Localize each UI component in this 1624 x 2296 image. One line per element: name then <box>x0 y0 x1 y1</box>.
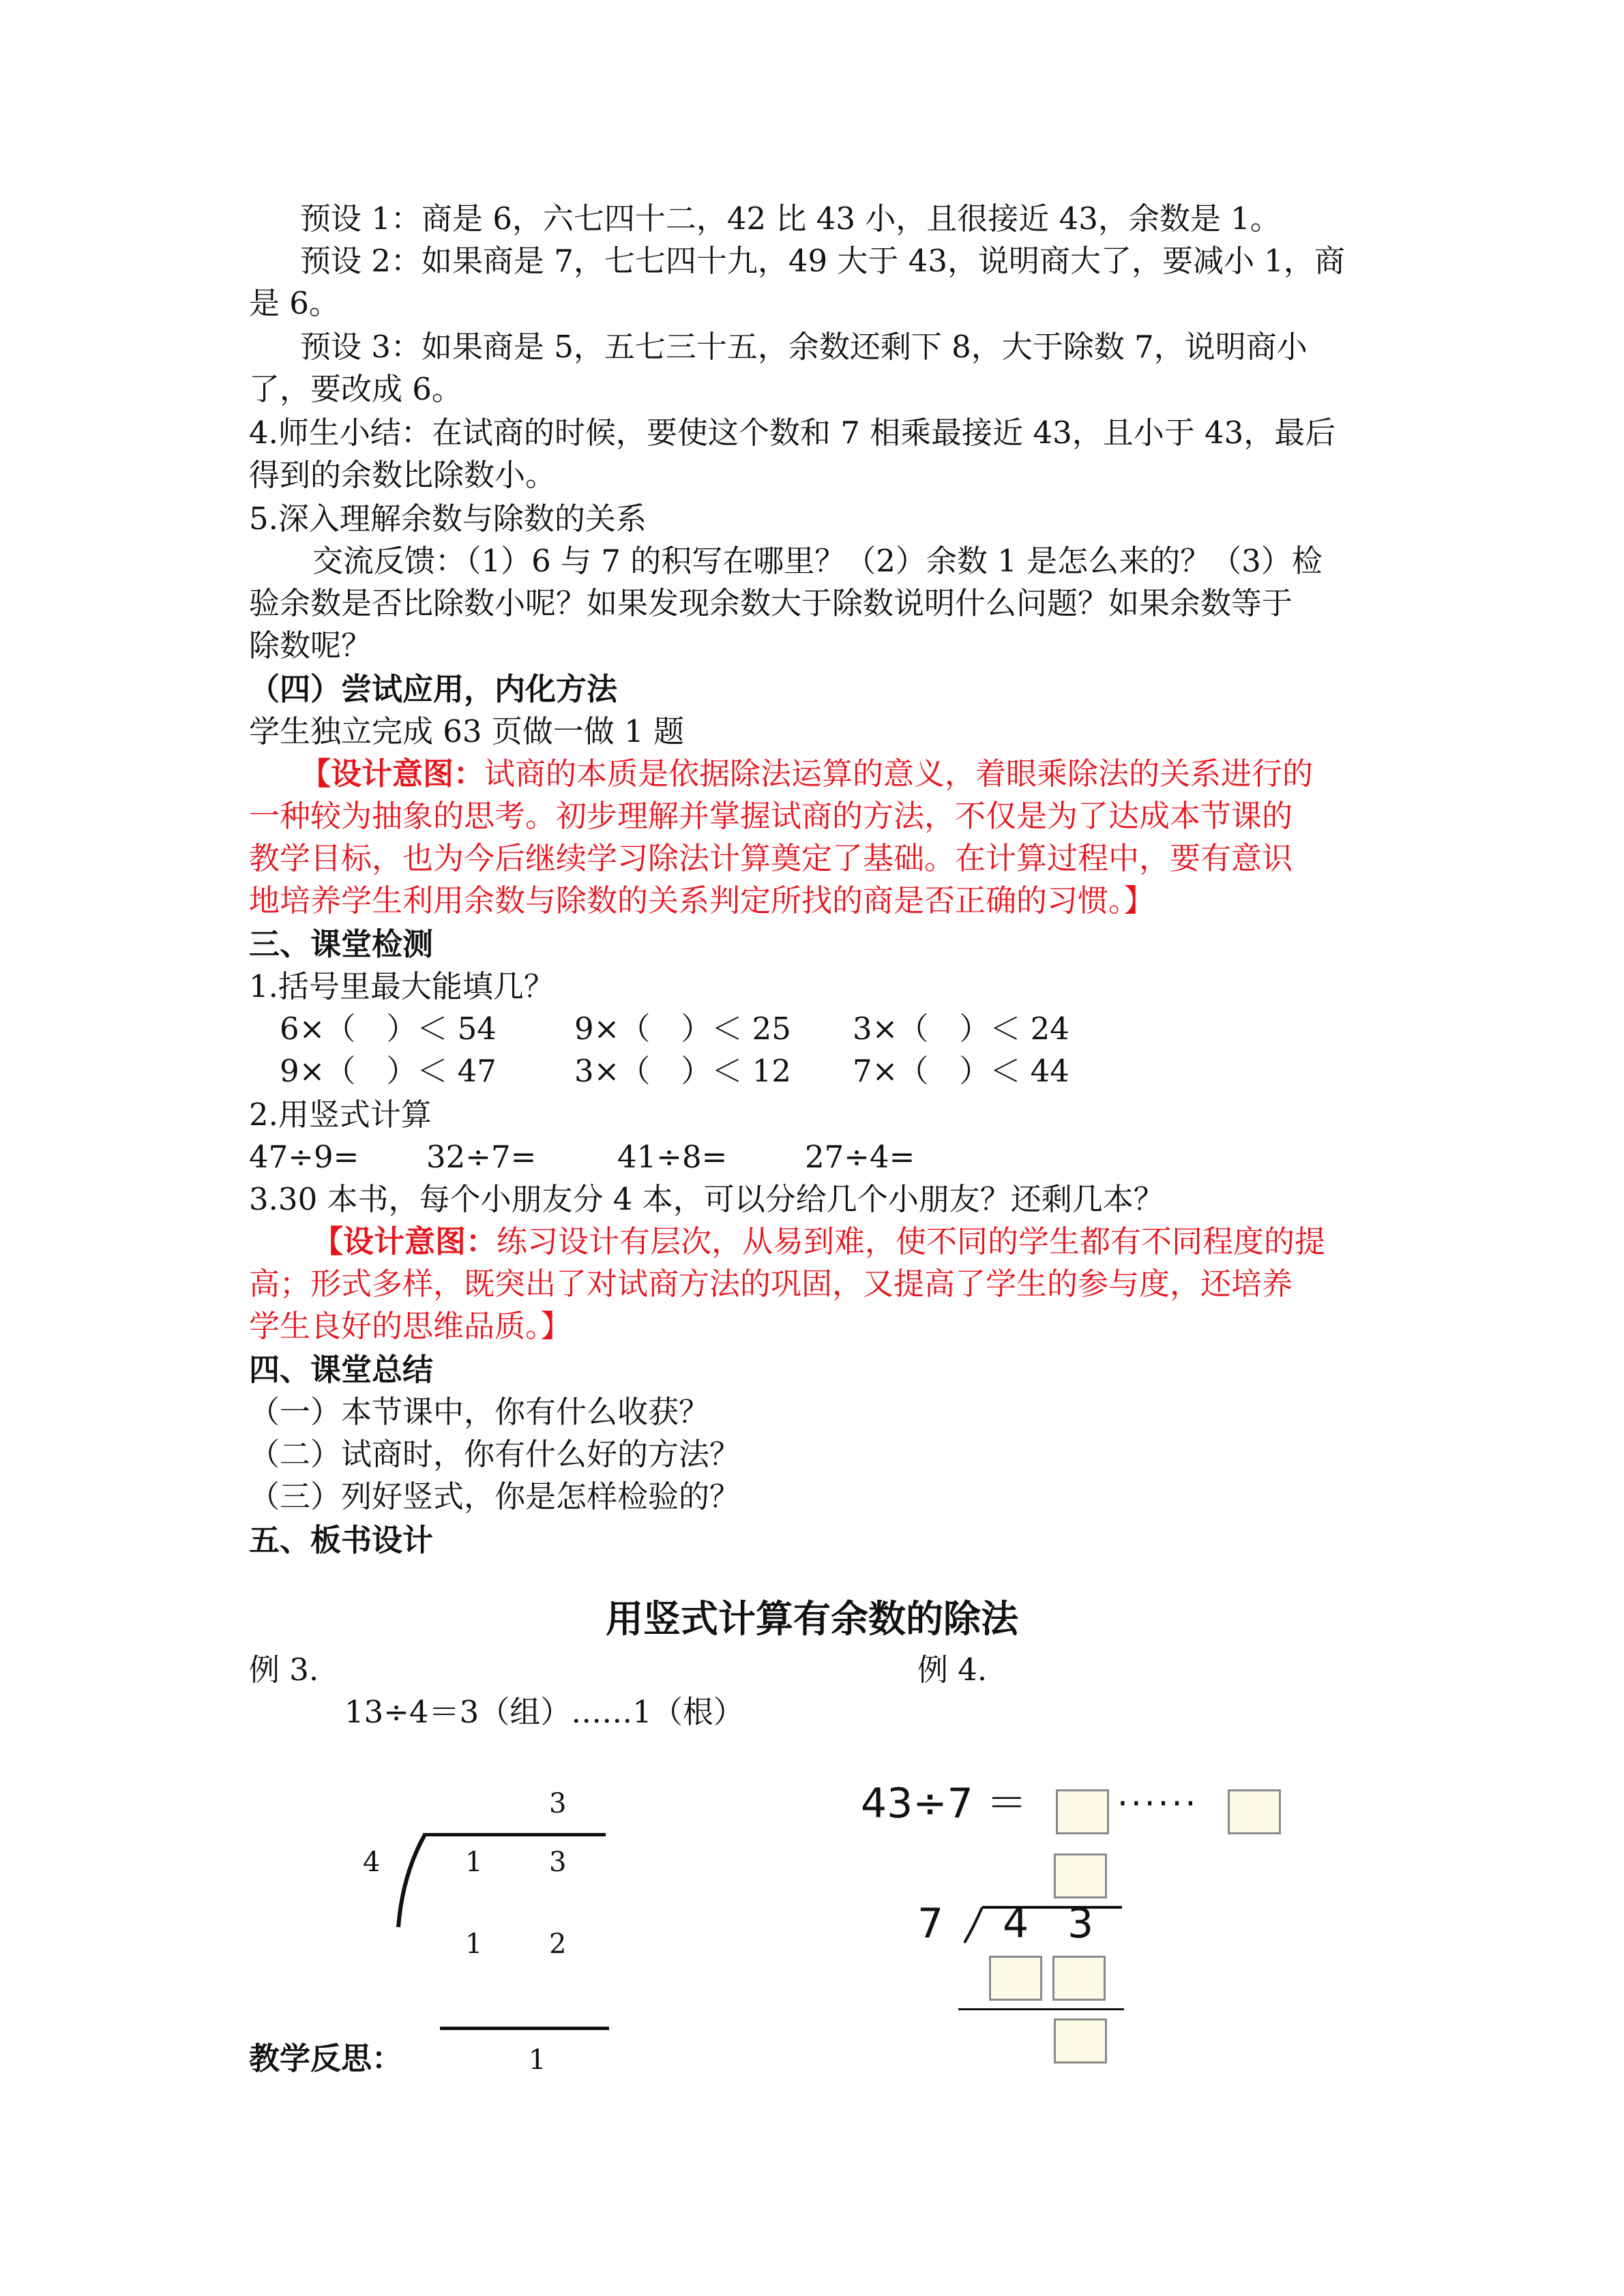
question-2: 2.用竖式计算 <box>249 1097 432 1133</box>
ex4-dividend-tens: 4 <box>1003 1900 1029 1948</box>
calc-4: 27÷4= <box>805 1139 915 1175</box>
example-3-equation: 13÷4＝3（组）……1（根） <box>344 1694 744 1730</box>
ex4-dividend-ones: 3 <box>1067 1900 1094 1948</box>
ex3-remainder: 1 <box>529 2044 546 2076</box>
design-intent-2 <box>312 1221 1325 1263</box>
ex4-product-ones-box[interactable] <box>1052 1956 1106 2001</box>
calc-1: 47÷9= <box>249 1139 359 1175</box>
section-three-heading: 三、课堂检测 <box>249 926 434 962</box>
ex4-quotient-box[interactable] <box>1056 1789 1109 1834</box>
design-intent-1-cont-2: 教学目标，也为今后继续学习除法计算奠定了基础。在计算过程中，要有意识 <box>249 840 1293 876</box>
summary-q2: （二）试商时，你有什么好的方法？ <box>249 1436 741 1472</box>
ex3-divisor: 4 <box>363 1847 381 1878</box>
board-title: 用竖式计算有余数的除法 <box>605 1597 1018 1641</box>
ex3-division-bar <box>423 1833 606 1836</box>
preset-2-cont: 是 6。 <box>249 285 340 321</box>
question-1: 1.括号里最大能填几？ <box>249 968 555 1004</box>
ex4-product-tens-box[interactable] <box>989 1956 1042 2001</box>
ex4-dots: ······ <box>1117 1784 1199 1823</box>
question-3: 3.30 本书，每个小朋友分 4 本，可以分给几个小朋友？还剩几本？ <box>249 1181 1164 1217</box>
design-intent-1-cont-3: 地培养学生利用余数与除数的关系判定所找的商是否正确的习惯。】 <box>249 882 1155 919</box>
summary-4-cont: 得到的余数比除数小。 <box>249 457 557 493</box>
fill-in-2-3: 7×（ ）＜ 44 <box>853 1053 1069 1089</box>
design-intent-2-cont-2: 学生良好的思维品质。】 <box>249 1308 572 1344</box>
section-four-heading: （四）尝试应用，内化方法 <box>249 671 618 707</box>
feedback: 交流反馈：（1）6 与 7 的积写在哪里？（2）余数 1 是怎么来的？（3）检 <box>312 543 1323 579</box>
fill-in-2-1: 9×（ ）＜ 47 <box>280 1053 497 1089</box>
ex3-subtraction-line <box>440 2027 609 2030</box>
ex4-division-bracket <box>958 1906 992 1947</box>
design-intent-text: 试商的本质是依据除法运算的意义，着眼乘除法的关系进行的 <box>484 756 1314 792</box>
fill-in-1-2: 9×（ ）＜ 25 <box>574 1011 791 1047</box>
preset-2: 预设 2：如果商是 7，七七四十九，49 大于 43，说明商大了，要减小 1，商 <box>300 243 1345 279</box>
summary-4: 4.师生小结：在试商的时候，要使这个数和 7 相乘最接近 43，且小于 43，最后 <box>249 415 1336 451</box>
ex3-product-tens: 1 <box>465 1928 483 1960</box>
ex4-remainder-vertical-box[interactable] <box>1054 2018 1107 2063</box>
ex3-product-ones: 2 <box>549 1928 567 1960</box>
section-four-summary-heading: 四、课堂总结 <box>249 1352 434 1388</box>
fill-in-2-2: 3×（ ）＜ 12 <box>574 1053 791 1089</box>
teaching-reflection-label: 教学反思： <box>249 2040 403 2076</box>
design-intent-2-label: 【设计意图： <box>312 1223 497 1259</box>
calc-2: 32÷7= <box>426 1139 537 1175</box>
ex4-equation: 43÷7 ＝ <box>861 1780 1027 1828</box>
design-intent-2-text: 练习设计有层次，从易到难，使不同的学生都有不同程度的提 <box>497 1223 1326 1259</box>
feedback-cont-2: 除数呢？ <box>249 627 372 664</box>
practice-line: 学生独立完成 63 页做一做 1 题 <box>249 713 685 749</box>
example-3-label: 例 3. <box>249 1652 319 1688</box>
calc-3: 41÷8= <box>617 1139 728 1175</box>
fill-in-1-1: 6×（ ）＜ 54 <box>280 1011 497 1047</box>
design-intent-label: 【设计意图： <box>300 756 485 792</box>
item-5: 5.深入理解余数与除数的关系 <box>249 501 647 537</box>
ex3-dividend-tens: 1 <box>465 1847 483 1878</box>
feedback-cont-1: 验余数是否比除数小呢？如果发现余数大于除数说明什么问题？如果余数等于 <box>249 585 1293 621</box>
ex4-remainder-box[interactable] <box>1228 1789 1281 1834</box>
section-five-heading: 五、板书设计 <box>249 1522 434 1558</box>
preset-3: 预设 3：如果商是 5，五七三十五，余数还剩下 8，大于除数 7，说明商小 <box>300 329 1308 365</box>
design-intent-2-cont-1: 高；形式多样，既突出了对试商方法的巩固，又提高了学生的参与度，还培养 <box>249 1266 1293 1302</box>
preset-1: 预设 1：商是 6，六七四十二，42 比 43 小，且很接近 43，余数是 1。 <box>300 200 1281 237</box>
ex4-quotient-vertical-box[interactable] <box>1054 1853 1107 1898</box>
ex3-dividend-ones: 3 <box>549 1847 567 1878</box>
ex3-division-bracket <box>396 1834 437 1930</box>
summary-q1: （一）本节课中，你有什么收获？ <box>249 1394 710 1430</box>
example-4-label: 例 4. <box>917 1652 988 1688</box>
preset-3-cont: 了，要改成 6。 <box>249 371 462 407</box>
ex3-quotient: 3 <box>549 1788 567 1819</box>
ex4-divisor: 7 <box>917 1900 944 1948</box>
summary-q3: （三）列好竖式，你是怎样检验的？ <box>249 1478 741 1515</box>
design-intent-1 <box>300 753 1313 795</box>
ex4-subtraction-line <box>958 2008 1124 2010</box>
design-intent-1-cont-1: 一种较为抽象的思考。初步理解并掌握试商的方法，不仅是为了达成本节课的 <box>249 798 1293 834</box>
fill-in-1-3: 3×（ ）＜ 24 <box>853 1011 1069 1047</box>
